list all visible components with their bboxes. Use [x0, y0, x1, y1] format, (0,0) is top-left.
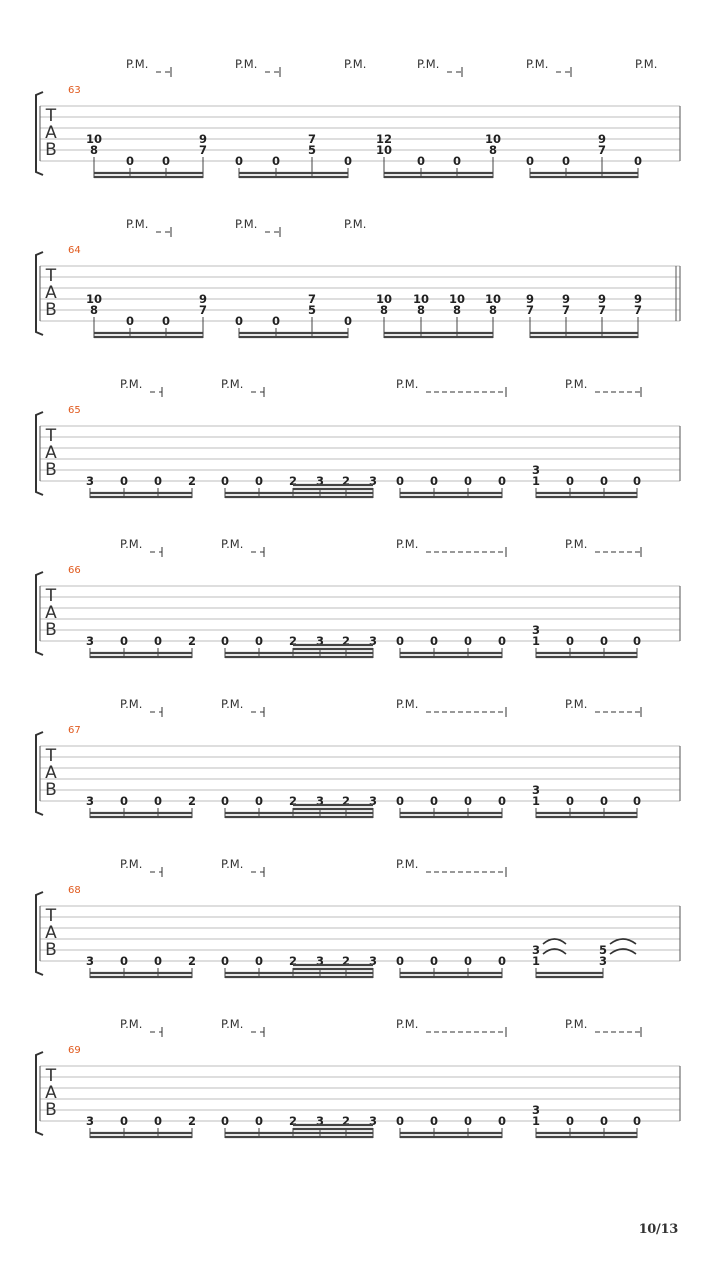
tab-clef-letter: B [45, 780, 57, 800]
fret-number: 0 [561, 154, 571, 168]
fret-number: 0 [254, 474, 264, 488]
fret-number: 0 [234, 154, 244, 168]
fret-number: 7 [561, 303, 571, 317]
fret-number: 3 [598, 954, 608, 968]
fret-number: 0 [153, 474, 163, 488]
palm-mute-label: P.M. [396, 537, 419, 551]
fret-number: 10 [484, 292, 502, 306]
fret-number: 8 [416, 303, 426, 317]
fret-number: 2 [341, 474, 351, 488]
palm-mute-label: P.M. [344, 57, 367, 71]
palm-mute-label: P.M. [126, 217, 149, 231]
fret-number: 0 [254, 794, 264, 808]
palm-mute-label: P.M. [235, 217, 258, 231]
fret-number: 0 [565, 794, 575, 808]
fret-number: 0 [343, 154, 353, 168]
fret-number: 0 [497, 794, 507, 808]
palm-mute-label: P.M. [120, 857, 143, 871]
fret-number: 0 [119, 474, 129, 488]
fret-number: 2 [187, 794, 197, 808]
fret-number: 1 [531, 954, 541, 968]
fret-number: 0 [633, 154, 643, 168]
tab-clef-letter: B [45, 140, 57, 160]
fret-number: 2 [341, 634, 351, 648]
fret-number: 0 [254, 954, 264, 968]
fret-number: 0 [234, 314, 244, 328]
fret-number: 3 [368, 794, 378, 808]
fret-number: 0 [161, 154, 171, 168]
tab-clef-letter: B [45, 300, 57, 320]
palm-mute-label: P.M. [565, 1017, 588, 1031]
palm-mute-label: P.M. [235, 57, 258, 71]
palm-mute-label: P.M. [344, 217, 367, 231]
fret-number: 0 [429, 954, 439, 968]
tab-clef-letter: T [45, 1066, 57, 1086]
palm-mute-label: P.M. [396, 857, 419, 871]
fret-number: 8 [89, 303, 99, 317]
palm-mute-label: P.M. [565, 697, 588, 711]
fret-number: 3 [531, 463, 541, 477]
fret-number: 0 [463, 1114, 473, 1128]
palm-mute-label: P.M. [565, 377, 588, 391]
fret-number: 9 [198, 132, 208, 146]
fret-number: 0 [599, 794, 609, 808]
fret-number: 0 [254, 1114, 264, 1128]
fret-number: 3 [315, 474, 325, 488]
fret-number: 10 [484, 132, 502, 146]
fret-number: 0 [429, 1114, 439, 1128]
fret-number: 0 [271, 314, 281, 328]
fret-number: 0 [429, 634, 439, 648]
fret-number: 0 [632, 634, 642, 648]
fret-number: 0 [599, 474, 609, 488]
measure-number: 68 [68, 885, 81, 896]
fret-number: 8 [488, 303, 498, 317]
fret-number: 12 [375, 132, 393, 146]
tab-clef-letter: T [45, 106, 57, 126]
fret-number: 8 [89, 143, 99, 157]
fret-number: 10 [85, 132, 103, 146]
fret-number: 7 [198, 303, 208, 317]
fret-number: 0 [463, 474, 473, 488]
tie-arc [610, 939, 636, 944]
tab-clef-letter: A [45, 603, 57, 623]
fret-number: 0 [599, 1114, 609, 1128]
palm-mute-label: P.M. [120, 1017, 143, 1031]
palm-mute-label: P.M. [126, 57, 149, 71]
tab-system [36, 857, 680, 978]
fret-number: 0 [565, 474, 575, 488]
fret-number: 0 [463, 634, 473, 648]
tab-clef-letter: A [45, 1083, 57, 1103]
fret-number: 1 [531, 794, 541, 808]
fret-number: 2 [288, 474, 298, 488]
fret-number: 9 [561, 292, 571, 306]
fret-number: 9 [525, 292, 535, 306]
tab-clef-letter: A [45, 123, 57, 143]
fret-number: 0 [565, 634, 575, 648]
fret-number: 3 [315, 1114, 325, 1128]
fret-number: 10 [375, 143, 393, 157]
fret-number: 5 [307, 143, 317, 157]
palm-mute-label: P.M. [120, 697, 143, 711]
tab-clef-letter: B [45, 940, 57, 960]
fret-number: 0 [395, 794, 405, 808]
fret-number: 0 [395, 634, 405, 648]
fret-number: 2 [341, 794, 351, 808]
palm-mute-label: P.M. [221, 377, 244, 391]
fret-number: 3 [531, 1103, 541, 1117]
fret-number: 10 [85, 292, 103, 306]
fret-number: 0 [343, 314, 353, 328]
fret-number: 0 [429, 474, 439, 488]
fret-number: 7 [597, 143, 607, 157]
tab-clef-letter: A [45, 283, 57, 303]
fret-number: 0 [395, 474, 405, 488]
tab-clef-letter: A [45, 763, 57, 783]
tab-clef-letter: T [45, 746, 57, 766]
fret-number: 2 [288, 794, 298, 808]
tie-arc [543, 939, 566, 944]
fret-number: 10 [448, 292, 466, 306]
palm-mute-label: P.M. [396, 377, 419, 391]
palm-mute-label: P.M. [417, 57, 440, 71]
tab-clef-letter: A [45, 923, 57, 943]
tab-system [36, 377, 680, 498]
fret-number: 0 [497, 474, 507, 488]
fret-number: 0 [497, 954, 507, 968]
fret-number: 3 [368, 1114, 378, 1128]
measure-number: 69 [68, 1045, 81, 1056]
fret-number: 7 [597, 303, 607, 317]
fret-number: 7 [525, 303, 535, 317]
fret-number: 9 [597, 132, 607, 146]
palm-mute-label: P.M. [396, 697, 419, 711]
palm-mute-label: P.M. [396, 1017, 419, 1031]
fret-number: 7 [633, 303, 643, 317]
fret-number: 3 [315, 954, 325, 968]
fret-number: 5 [598, 943, 608, 957]
fret-number: 2 [288, 634, 298, 648]
measure-number: 65 [68, 405, 81, 416]
palm-mute-label: P.M. [221, 697, 244, 711]
fret-number: 8 [488, 143, 498, 157]
fret-number: 2 [288, 954, 298, 968]
fret-number: 3 [85, 954, 95, 968]
tab-clef-letter: A [45, 443, 57, 463]
fret-number: 0 [220, 1114, 230, 1128]
palm-mute-label: P.M. [526, 57, 549, 71]
measure-number: 67 [68, 725, 81, 736]
fret-number: 0 [220, 634, 230, 648]
fret-number: 0 [220, 954, 230, 968]
fret-number: 0 [153, 954, 163, 968]
fret-number: 0 [153, 1114, 163, 1128]
fret-number: 0 [463, 794, 473, 808]
fret-number: 0 [153, 794, 163, 808]
fret-number: 0 [632, 794, 642, 808]
fret-number: 3 [85, 1114, 95, 1128]
fret-number: 0 [119, 954, 129, 968]
fret-number: 10 [412, 292, 430, 306]
fret-number: 0 [395, 1114, 405, 1128]
fret-number: 3 [315, 634, 325, 648]
tab-clef-letter: B [45, 460, 57, 480]
measure-number: 64 [68, 245, 81, 256]
fret-number: 7 [198, 143, 208, 157]
fret-number: 0 [220, 474, 230, 488]
fret-number: 3 [531, 943, 541, 957]
fret-number: 9 [633, 292, 643, 306]
fret-number: 2 [341, 954, 351, 968]
fret-number: 0 [497, 1114, 507, 1128]
tab-system [36, 537, 680, 658]
fret-number: 2 [288, 1114, 298, 1128]
fret-number: 3 [85, 794, 95, 808]
palm-mute-label: P.M. [120, 377, 143, 391]
palm-mute-label: P.M. [221, 857, 244, 871]
fret-number: 7 [307, 132, 317, 146]
palm-mute-label: P.M. [120, 537, 143, 551]
fret-number: 1 [531, 634, 541, 648]
fret-number: 0 [632, 1114, 642, 1128]
fret-number: 2 [187, 1114, 197, 1128]
fret-number: 0 [119, 794, 129, 808]
fret-number: 0 [254, 634, 264, 648]
fret-number: 0 [220, 794, 230, 808]
measure-number: 66 [68, 565, 81, 576]
fret-number: 3 [368, 954, 378, 968]
fret-number: 2 [187, 634, 197, 648]
measure-number: 63 [68, 85, 81, 96]
tab-system [36, 217, 680, 338]
fret-number: 0 [565, 1114, 575, 1128]
fret-number: 0 [599, 634, 609, 648]
fret-number: 9 [198, 292, 208, 306]
fret-number: 2 [187, 954, 197, 968]
fret-number: 0 [525, 154, 535, 168]
page-number: 10/13 [638, 1222, 678, 1237]
fret-number: 10 [375, 292, 393, 306]
tab-clef-letter: T [45, 426, 57, 446]
fret-number: 8 [452, 303, 462, 317]
fret-number: 0 [271, 154, 281, 168]
fret-number: 9 [597, 292, 607, 306]
fret-number: 3 [531, 783, 541, 797]
fret-number: 0 [161, 314, 171, 328]
fret-number: 2 [187, 474, 197, 488]
fret-number: 0 [416, 154, 426, 168]
palm-mute-label: P.M. [221, 1017, 244, 1031]
fret-number: 3 [85, 634, 95, 648]
fret-number: 3 [531, 623, 541, 637]
fret-number: 0 [125, 154, 135, 168]
tab-system [36, 697, 680, 818]
tab-system [36, 1017, 680, 1138]
fret-number: 0 [153, 634, 163, 648]
fret-number: 5 [307, 303, 317, 317]
fret-number: 1 [531, 1114, 541, 1128]
fret-number: 2 [341, 1114, 351, 1128]
fret-number: 3 [85, 474, 95, 488]
fret-number: 3 [368, 474, 378, 488]
fret-number: 0 [452, 154, 462, 168]
fret-number: 0 [119, 634, 129, 648]
fret-number: 8 [379, 303, 389, 317]
fret-number: 7 [307, 292, 317, 306]
fret-number: 0 [497, 634, 507, 648]
palm-mute-label: P.M. [565, 537, 588, 551]
tab-clef-letter: T [45, 906, 57, 926]
palm-mute-label: P.M. [635, 57, 658, 71]
fret-number: 0 [395, 954, 405, 968]
tab-system [36, 57, 680, 178]
fret-number: 0 [463, 954, 473, 968]
tab-clef-letter: T [45, 266, 57, 286]
tab-clef-letter: T [45, 586, 57, 606]
tab-clef-letter: B [45, 1100, 57, 1120]
palm-mute-label: P.M. [221, 537, 244, 551]
fret-number: 0 [429, 794, 439, 808]
fret-number: 3 [315, 794, 325, 808]
fret-number: 0 [119, 1114, 129, 1128]
fret-number: 3 [368, 634, 378, 648]
tab-clef-letter: B [45, 620, 57, 640]
fret-number: 0 [632, 474, 642, 488]
fret-number: 1 [531, 474, 541, 488]
fret-number: 0 [125, 314, 135, 328]
